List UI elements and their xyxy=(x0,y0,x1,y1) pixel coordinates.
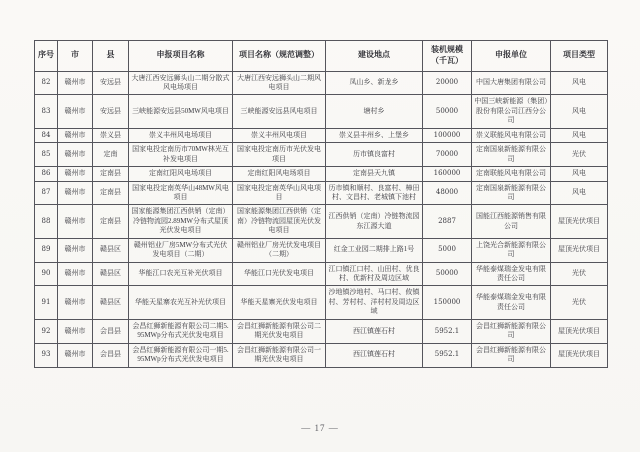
cell-declared-name: 会昌红狮新能源有限公司一期5.95MWp分布式光伏发电项目 xyxy=(129,343,233,367)
cell-type: 风电 xyxy=(551,128,608,142)
cell-location: 崇义县丰州乡、上堡乡 xyxy=(326,128,423,142)
table-row xyxy=(35,95,608,128)
project-table xyxy=(34,40,608,368)
cell-capacity-kw: 100000 xyxy=(423,128,472,142)
cell-capacity-kw: 2887 xyxy=(423,205,472,238)
cell-capacity-kw: 5952.1 xyxy=(423,343,472,367)
cell-no: 83 xyxy=(35,95,58,128)
cell-no: 84 xyxy=(35,128,58,142)
cell-adjusted-name: 会昌红狮新能源有限公司二期光伏发电项目 xyxy=(233,319,326,343)
cell-city: 赣州市 xyxy=(58,343,93,367)
header-cell-declared-name: 申报项目名称 xyxy=(129,41,233,72)
cell-location: 塘村乡 xyxy=(326,95,423,128)
table-row xyxy=(35,343,608,367)
cell-adjusted-name: 崇义丰州风电项目 xyxy=(233,128,326,142)
cell-capacity-kw: 20000 xyxy=(423,71,472,95)
cell-declared-name: 国家电投定南英华山48MW风电项目 xyxy=(129,181,233,205)
cell-location: 江口镇江口村、山田村、优良村、优新村及周边区域 xyxy=(326,262,423,286)
cell-city: 赣州市 xyxy=(58,143,93,167)
cell-county: 会昌县 xyxy=(93,343,129,367)
cell-declared-name: 崇义丰州风电场项目 xyxy=(129,128,233,142)
cell-unit: 中国三峡新能源（集团）股份有限公司江西分公司 xyxy=(472,95,551,128)
cell-capacity-kw: 50000 xyxy=(423,95,472,128)
cell-unit: 定南国泉新能源有限公司 xyxy=(472,143,551,167)
table-row xyxy=(35,262,608,286)
cell-unit: 国能江西能源销售有限公司 xyxy=(472,205,551,238)
cell-adjusted-name: 赣州铝业厂房光伏发电项目（二期） xyxy=(233,238,326,262)
cell-county: 会昌县 xyxy=(93,319,129,343)
page-number: — 17 — xyxy=(301,423,339,433)
cell-unit: 会昌红狮新能源有限公司 xyxy=(472,319,551,343)
cell-no: 91 xyxy=(35,286,58,319)
cell-no: 93 xyxy=(35,343,58,367)
cell-adjusted-name: 国家电投定南英华山风电项目 xyxy=(233,181,326,205)
cell-location: 西江镇莲石村 xyxy=(326,343,423,367)
cell-county: 赣县区 xyxy=(93,262,129,286)
cell-county: 定南 xyxy=(93,143,129,167)
table-header-row xyxy=(35,41,608,72)
table-row xyxy=(35,143,608,167)
cell-no: 89 xyxy=(35,238,58,262)
cell-type: 风电 xyxy=(551,95,608,128)
cell-no: 90 xyxy=(35,262,58,286)
header-cell-type: 项目类型 xyxy=(551,41,608,72)
table-row xyxy=(35,181,608,205)
table-row xyxy=(35,128,608,142)
table-row xyxy=(35,205,608,238)
table-row xyxy=(35,71,608,95)
cell-declared-name: 国家电投定南历市70MW林光互补发电项目 xyxy=(129,143,233,167)
cell-type: 光伏 xyxy=(551,262,608,286)
cell-declared-name: 赣州铝业厂房5MW分布式光伏发电项目（二期） xyxy=(129,238,233,262)
cell-type: 屋顶光伏项目 xyxy=(551,343,608,367)
cell-type: 光伏 xyxy=(551,143,608,167)
cell-county: 安远县 xyxy=(93,71,129,95)
cell-adjusted-name: 三峡能源安远县风电项目 xyxy=(233,95,326,128)
cell-adjusted-name: 定南红阳风电场项目 xyxy=(233,167,326,181)
cell-declared-name: 华能天星寨农光互补光伏项目 xyxy=(129,286,233,319)
cell-no: 87 xyxy=(35,181,58,205)
table-row xyxy=(35,286,608,319)
cell-unit: 中国大唐集团有限公司 xyxy=(472,71,551,95)
header-cell-city: 市 xyxy=(58,41,93,72)
cell-adjusted-name: 国家电投定南历市光伏发电项目 xyxy=(233,143,326,167)
cell-capacity-kw: 70000 xyxy=(423,143,472,167)
cell-declared-name: 定南红阳风电场项目 xyxy=(129,167,233,181)
cell-county: 定南县 xyxy=(93,167,129,181)
cell-no: 85 xyxy=(35,143,58,167)
cell-city: 赣州市 xyxy=(58,262,93,286)
cell-capacity-kw: 50000 xyxy=(423,262,472,286)
cell-county: 赣县区 xyxy=(93,286,129,319)
cell-county: 定南县 xyxy=(93,205,129,238)
cell-declared-name: 三峡能源安远县50MW风电项目 xyxy=(129,95,233,128)
header-cell-no: 序号 xyxy=(35,41,58,72)
cell-city: 赣州市 xyxy=(58,238,93,262)
cell-adjusted-name: 华能江口光伏发电项目 xyxy=(233,262,326,286)
header-cell-location: 建设地点 xyxy=(326,41,423,72)
header-cell-unit: 申报单位 xyxy=(472,41,551,72)
cell-type: 屋顶光伏项目 xyxy=(551,205,608,238)
cell-capacity-kw: 5000 xyxy=(423,238,472,262)
cell-city: 赣州市 xyxy=(58,286,93,319)
cell-unit: 上饶光合新能源有限公司 xyxy=(472,238,551,262)
cell-county: 崇义县 xyxy=(93,128,129,142)
cell-declared-name: 国家能源集团江西供销（定南）冷链物流园2.89MW分布式屋顶光伏发电项目 xyxy=(129,205,233,238)
cell-capacity-kw: 160000 xyxy=(423,167,472,181)
cell-declared-name: 华能江口农光互补光伏项目 xyxy=(129,262,233,286)
cell-city: 赣州市 xyxy=(58,128,93,142)
cell-type: 风电 xyxy=(551,181,608,205)
cell-unit: 崇义联能风电有限公司 xyxy=(472,128,551,142)
cell-adjusted-name: 会昌红狮新能源有限公司一期光伏发电项目 xyxy=(233,343,326,367)
cell-no: 86 xyxy=(35,167,58,181)
cell-adjusted-name: 华能天星寨光伏发电项目 xyxy=(233,286,326,319)
cell-unit: 定南联能风电有限公司 xyxy=(472,167,551,181)
cell-declared-name: 会昌红狮新能源有限公司二期5.95MWp分布式光伏发电项目 xyxy=(129,319,233,343)
cell-adjusted-name: 大唐江西安远狮头山二期风电项目 xyxy=(233,71,326,95)
cell-county: 安远县 xyxy=(93,95,129,128)
cell-no: 82 xyxy=(35,71,58,95)
cell-unit: 定南国泉新能源有限公司 xyxy=(472,181,551,205)
cell-type: 屋顶光伏项目 xyxy=(551,319,608,343)
cell-capacity-kw: 5952.1 xyxy=(423,319,472,343)
cell-location: 西江镇莲石村 xyxy=(326,319,423,343)
cell-unit: 华能泰煤瑞金发电有限责任公司 xyxy=(472,286,551,319)
table-row xyxy=(35,167,608,181)
cell-location: 沙地镇沙地村、马口村、攸镇村、芳村村、洋村村及周边区域 xyxy=(326,286,423,319)
cell-city: 赣州市 xyxy=(58,95,93,128)
cell-location: 历市镇和顺村、良富村、樟田村、文昌村、老城镇下池村 xyxy=(326,181,423,205)
cell-type: 光伏 xyxy=(551,286,608,319)
cell-adjusted-name: 国家能源集团江西供销（定南）冷链物流园屋顶光伏发电项目 xyxy=(233,205,326,238)
cell-location: 历市镇良富村 xyxy=(326,143,423,167)
cell-capacity-kw: 150000 xyxy=(423,286,472,319)
cell-type: 屋顶光伏项目 xyxy=(551,238,608,262)
cell-type: 风电 xyxy=(551,71,608,95)
cell-declared-name: 大唐江西安远狮头山二期分散式风电场项目 xyxy=(129,71,233,95)
cell-unit: 会昌红狮新能源有限公司 xyxy=(472,343,551,367)
table-row xyxy=(35,319,608,343)
cell-city: 赣州市 xyxy=(58,181,93,205)
header-cell-capacity: 装机规模（千瓦） xyxy=(423,41,472,72)
cell-location: 红金工业园二期排上路1号 xyxy=(326,238,423,262)
cell-city: 赣州市 xyxy=(58,167,93,181)
cell-location: 凤山乡、新龙乡 xyxy=(326,71,423,95)
cell-no: 88 xyxy=(35,205,58,238)
header-cell-county: 县 xyxy=(93,41,129,72)
cell-city: 赣州市 xyxy=(58,205,93,238)
table-row xyxy=(35,238,608,262)
cell-capacity-kw: 48000 xyxy=(423,181,472,205)
cell-location: 江西供销（定南）冷链物流园东江源大道 xyxy=(326,205,423,238)
cell-unit: 华能泰煤瑞金发电有限责任公司 xyxy=(472,262,551,286)
cell-city: 赣州市 xyxy=(58,71,93,95)
cell-no: 92 xyxy=(35,319,58,343)
cell-city: 赣州市 xyxy=(58,319,93,343)
cell-type: 风电 xyxy=(551,167,608,181)
header-cell-adjusted-name: 项目名称（规范调整） xyxy=(233,41,326,72)
cell-county: 赣县区 xyxy=(93,238,129,262)
cell-county: 定南县 xyxy=(93,181,129,205)
cell-location: 定南县天九镇 xyxy=(326,167,423,181)
